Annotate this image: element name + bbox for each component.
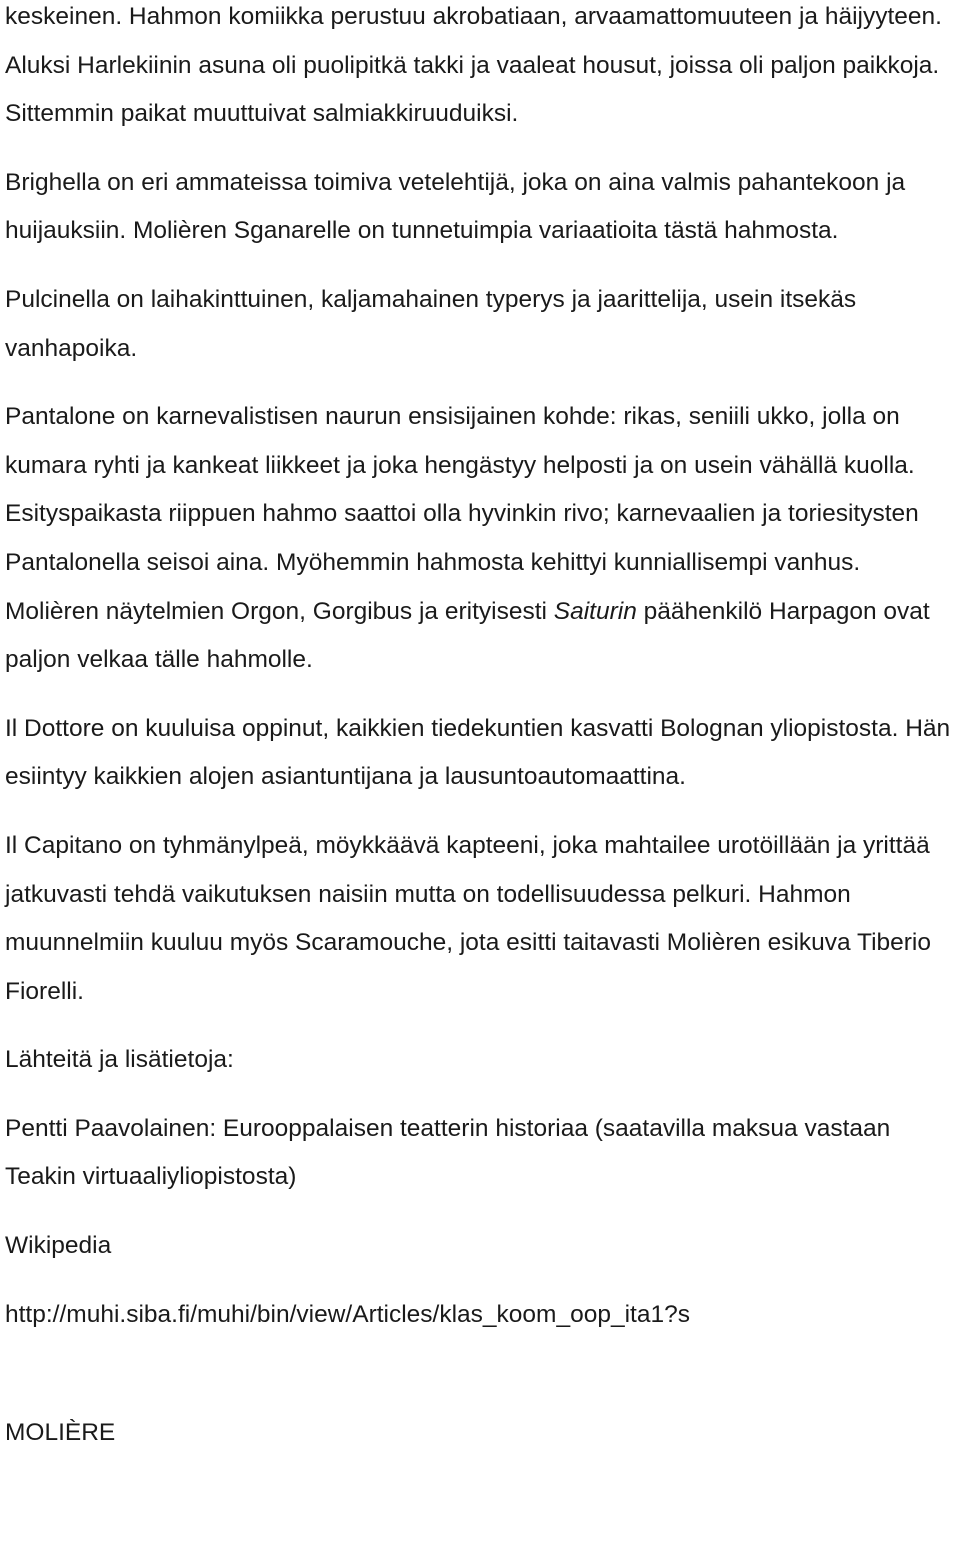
pantalone-text-end: päähenkilö Harpagon ovat paljon velkaa tälle hahmolle. [5,597,930,674]
paragraph-harlekiini: keskeinen. Hahmon komiikka perustuu akrobatiaan, arvaamattomuuteen ja häijyyteen. Aluksi Harlekiinin asuna oli puolipitkä takki ja vaaleat housut, joissa oli paljon paikkoja. Sittemmin paikat muuttuivat salmiakkiruuduiksi. [5,3,942,128]
paragraph-dottore: Il Dottore on kuuluisa oppinut, kaikkien tiedekuntien kasvatti Bolognan yliopistosta. Hän esiintyy kaikkien alojen asiantuntijana ja lausuntoautomaattina. [5,714,951,791]
work-title-saituri: Saiturin [553,597,637,625]
paragraph-capitano: Il Capitano on tyhmänylpeä, möykkäävä kapteeni, joka mahtailee urotöillään ja yrittää jatkuvasti tehdä vaikutuksen naisiin mutta on todellisuudessa pelkuri. Hahmon muunnelmiin kuuluu myös Scaramouche, jota esitti taitavasti Molièren esikuva Tiberio Fiorelli. [5,831,931,1005]
paragraph-pulcinella: Pulcinella on laihakinttuinen, kaljamahainen typerys ja jaarittelija, usein itsekäs vanhapoika. [5,285,857,362]
sources-heading: Lähteitä ja lisätietoja: [5,1046,234,1074]
section-heading-moliere: MOLIÈRE [5,1419,116,1447]
source-paavolainen: Pentti Paavolainen: Eurooppalaisen teatterin historiaa (saatavilla maksua vastaan Teakin virtuaaliyliopistosta) [5,1114,891,1191]
pantalone-text-start: Pantalone on karnevalistisen naurun ensisijainen kohde: rikas, seniili ukko, jolla on kumara ryhti ja kankeat liikkeet ja joka hengästyy helposti ja on usein vähällä kuolla. Esityspaikasta riippuen hahmo saattoi olla hyvinkin rivo; karnevaalien ja toriesitysten Pantalonella seisoi aina. Myöhemmin hahmosta kehittyi kunniallisempi vanhus. Molièren näytelmien Orgon, Gorgibus ja erityisesti [5,403,919,625]
paragraph-brighella: Brighella on eri ammateissa toimiva vetelehtijä, joka on aina valmis pahantekoon ja huijauksiin. Molièren Sganarelle on tunnetuimpia variaatioita tästä hahmosta. [5,168,906,245]
document-body [5,0,960,1458]
source-wikipedia: Wikipedia [5,1232,112,1260]
source-url: http://muhi.siba.fi/muhi/bin/view/Articles/klas_koom_oop_ita1?s [5,1300,690,1328]
paragraph-pantalone [5,393,960,685]
